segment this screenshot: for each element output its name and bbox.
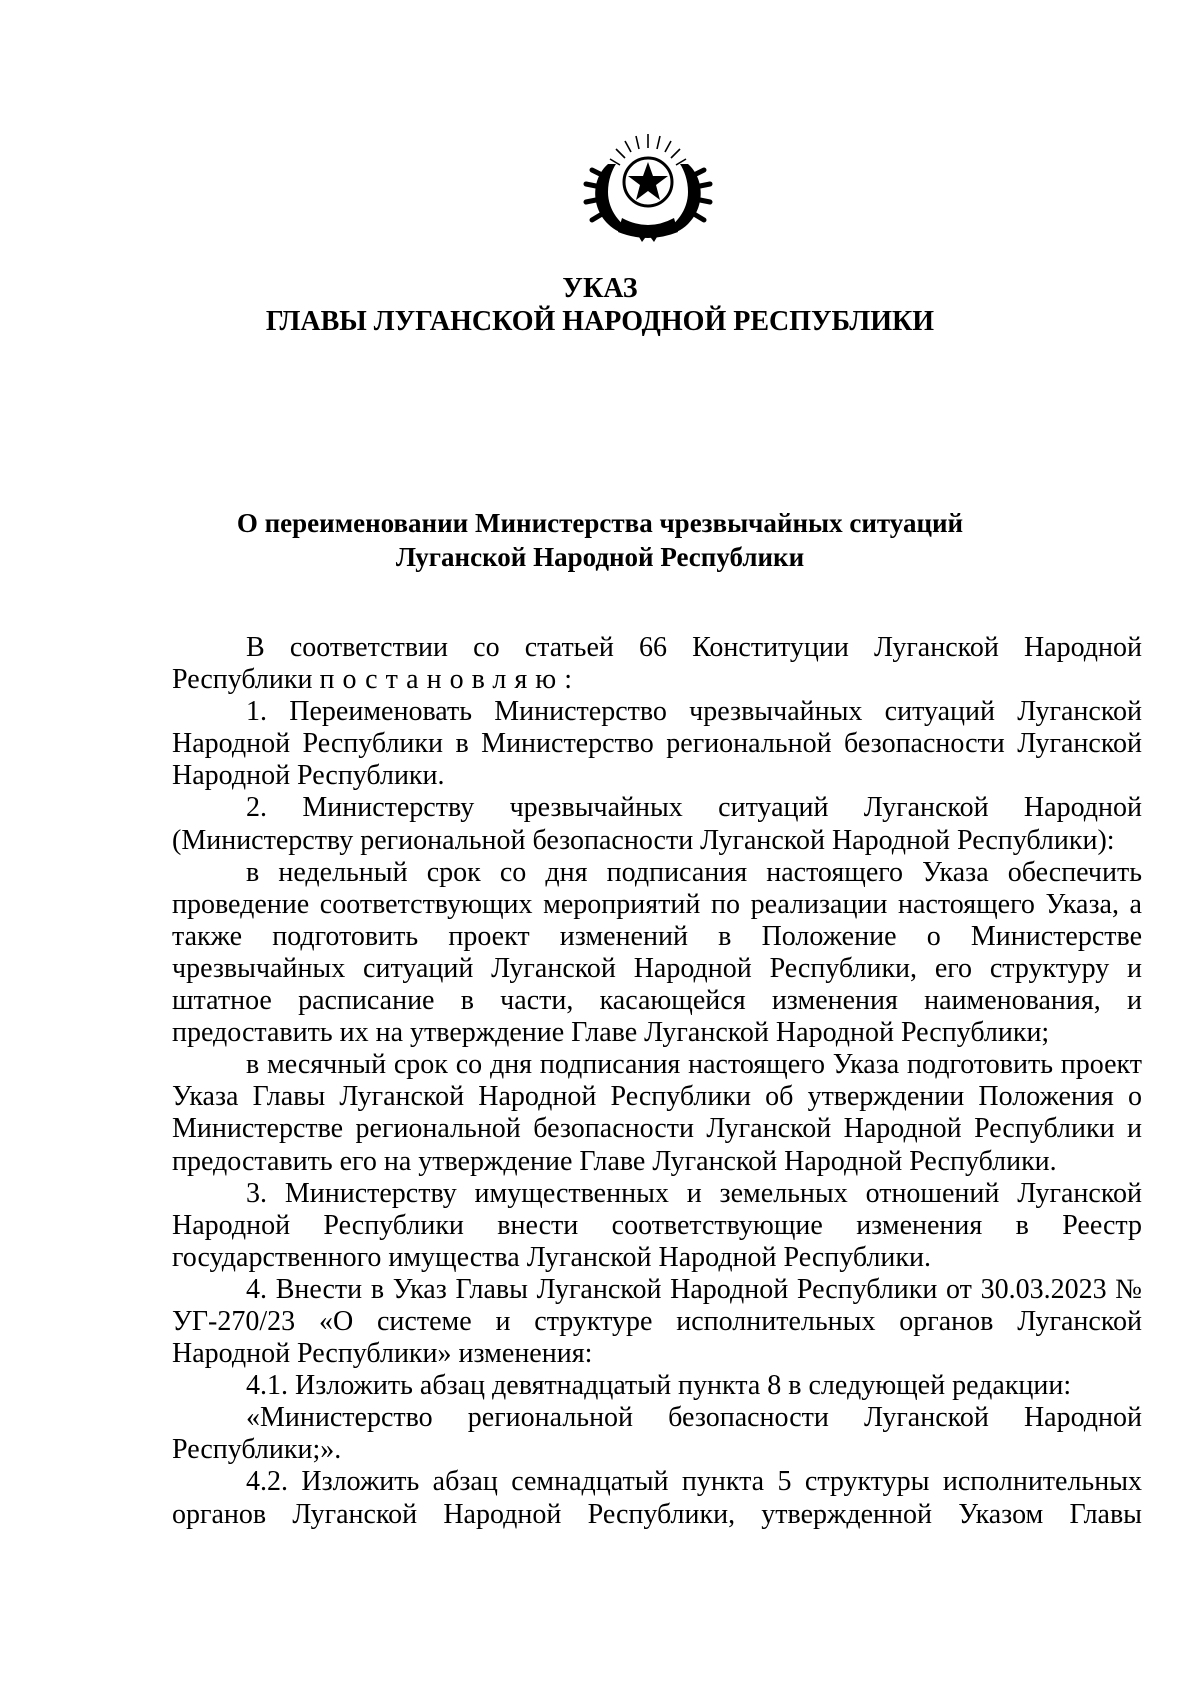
paragraph-4-1: 4.1. Изложить абзац девятнадцатый пункта 8 в следующей редакции: (246, 1370, 1072, 1402)
paragraph-1: 1. Переименовать Министерство чрезвычайных ситуаций Луганской Народной Республики в Министерство региональной безопасности Луганской Народной Республики. (172, 696, 1142, 792)
paragraph-4: 4. Внести в Указ Главы Луганской Народной Республики от 30.03.2023 № УГ-270/23 «О системе и структуре исполнительных органов Луганской Народной Республики» изменения: (172, 1273, 1142, 1370)
intro-text: В соответствии со статьей 66 Конституции Луганской Народной Республики (172, 632, 1142, 696)
paragraph-2: 2. Министерству чрезвычайных ситуаций Луганской Народной (Министерству региональной безопасности Луганской Народной Республики): (172, 792, 1142, 856)
paragraph-2-month-task: в месячный срок со дня подписания настоящего Указа подготовить проект Указа Главы Луганской Народной Республики об утверждении Положения о Министерстве региональной безопасности Луганской Народной Республики и предоставить его на утверждение Главе Луганской Народной Республики. (172, 1049, 1142, 1177)
decree-subject (0, 506, 1200, 574)
decree-heading (0, 272, 1200, 338)
paragraph-2-week-task: в недельный срок со дня подписания настоящего Указа обеспечить проведение соответствующих мероприятий по реализации настоящего Указа, а также подготовить проект изменений в Положение о Министерстве чрезвычайных ситуаций Луганской Народной Республики, его структуру и штатное расписание в части, касающейся изменения наименования, и предоставить их на утверждение Главе Луганской Народной Республики; (172, 856, 1142, 1049)
intro-colon: : (564, 664, 572, 696)
decree-body (172, 632, 1142, 1531)
paragraph-3: 3. Министерству имущественных и земельных отношений Луганской Народной Республики внести соответствующие изменения в Реестр государственного имущества Луганской Народной Республики. (172, 1177, 1142, 1273)
paragraph-4-1-quote: «Министерство региональной безопасности Луганской Народной Республики;». (172, 1402, 1142, 1466)
subject-line-2: Луганской Народной Республики (395, 542, 805, 572)
decree-issuer: ГЛАВЫ ЛУГАНСКОЙ НАРОДНОЙ РЕСПУБЛИКИ (265, 306, 935, 337)
subject-line-1: О переименовании Министерства чрезвычайных ситуаций (236, 508, 964, 538)
paragraph-4-2: 4.2. Изложить абзац семнадцатый пункта 5 структуры исполнительных органов Луганской Народной Республики, утвержденной Указом Главы (172, 1466, 1142, 1530)
intro-resolve-word: постановляю (319, 664, 565, 696)
state-emblem-icon (578, 128, 718, 246)
decree-type: УКАЗ (562, 273, 638, 304)
intro-paragraph (172, 632, 1142, 696)
